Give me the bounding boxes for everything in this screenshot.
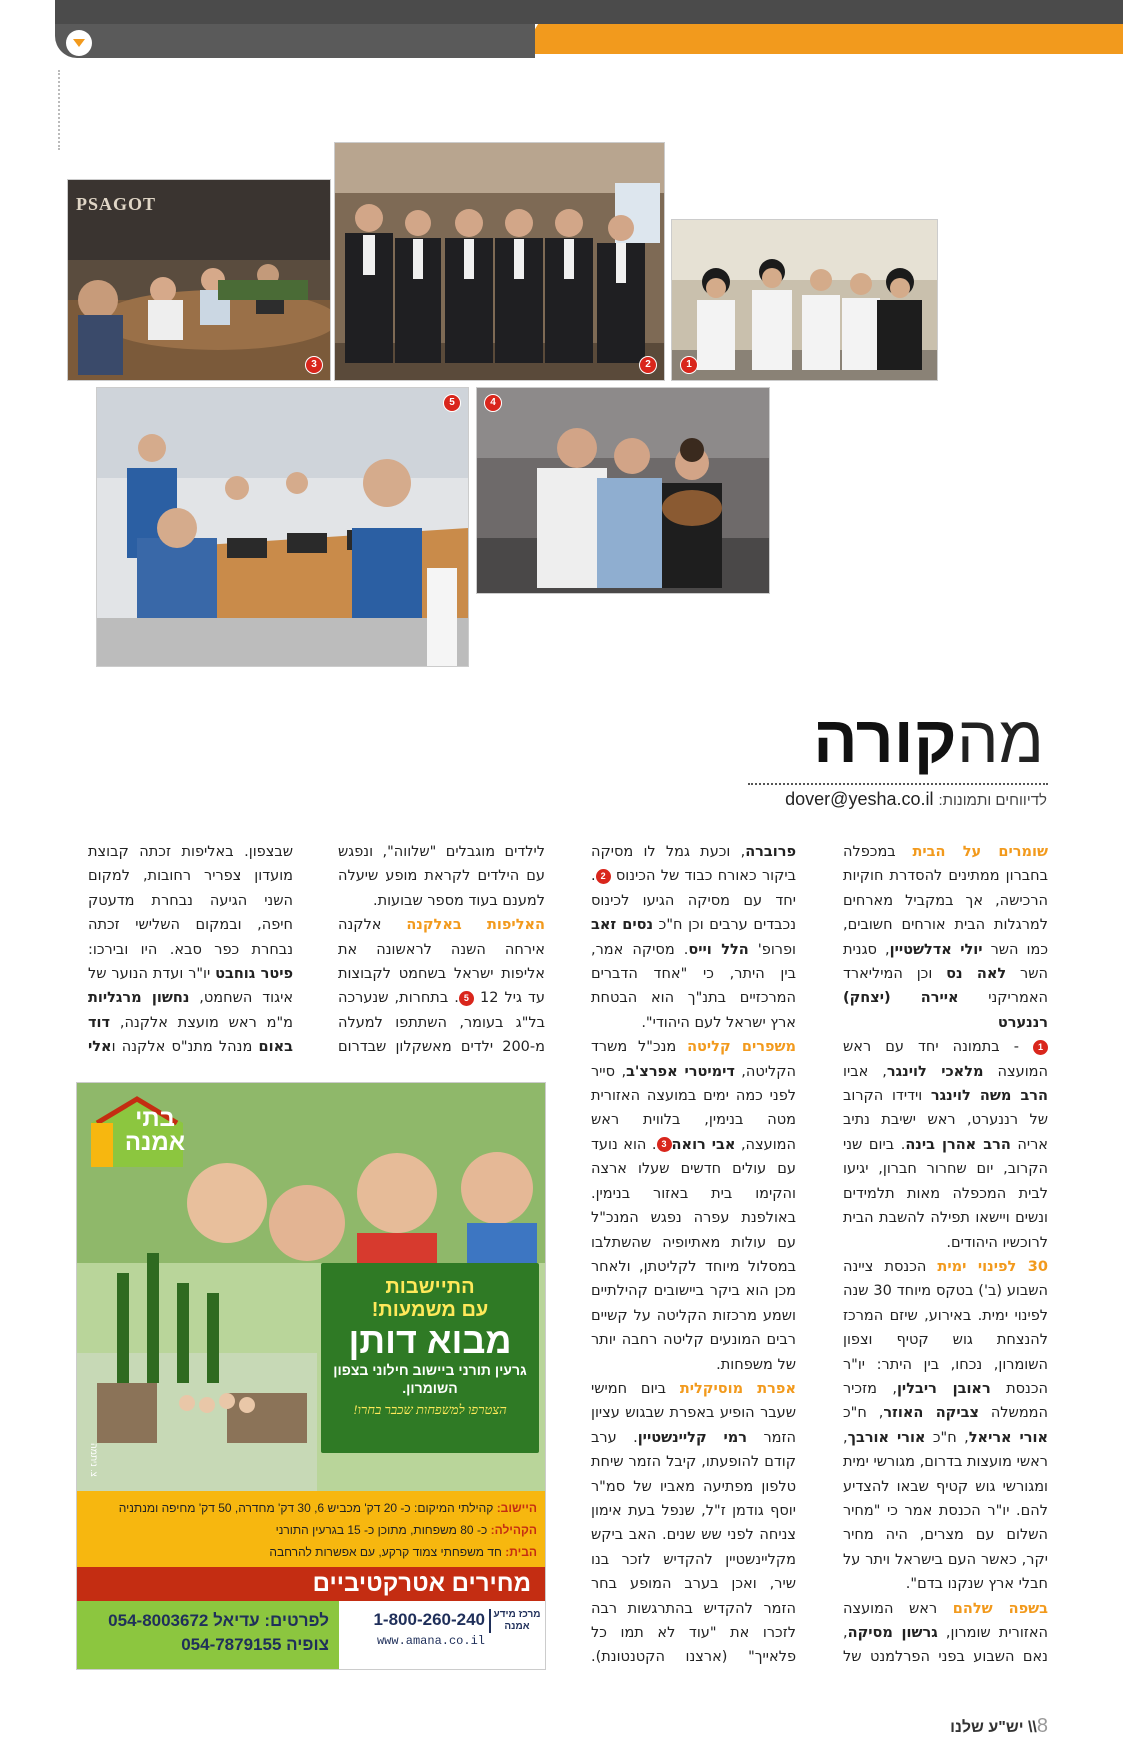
subhead-shomrim: שומרים על הבית	[912, 844, 1048, 860]
name: ראובן ריבלין	[896, 1380, 991, 1397]
name: גרשון מסיקה	[847, 1625, 938, 1641]
name: פרוברה	[745, 844, 796, 860]
contact-line	[785, 789, 1047, 810]
title-word-1: מה	[956, 702, 1044, 776]
text: ראש המועצה האזורית שומרון,	[843, 1600, 1048, 1641]
text: במכפלה בחברון ממתינים להסדרת חוקיות הרכישה, אך במקביל מארחים למרגלות הבית אורחים חשובים, כמו השר	[843, 844, 1048, 958]
name: אלי	[88, 1039, 112, 1056]
ad-photo-credit: צ. ניתמה	[89, 1443, 99, 1477]
article-column-1	[843, 840, 1048, 1670]
ad-url[interactable]: www.amana.co.il	[376, 1634, 485, 1648]
text: ופרופ'	[748, 941, 796, 958]
contact-email[interactable]: dover@yesha.co.il	[785, 789, 934, 809]
fact-key: הבית:	[505, 1545, 537, 1559]
text: . יחד עם מסיקה הגיעו לכינוס נכבדים ערבים וכן ח"כ	[591, 868, 796, 934]
name: אורי אריאל	[968, 1429, 1048, 1446]
inline-photo-number: 1	[1033, 1040, 1048, 1055]
name: נחשון מרגליות	[88, 990, 190, 1007]
photo-3	[67, 179, 331, 381]
text: , סגנית השר	[843, 941, 1048, 983]
name: לאה נס	[946, 966, 1007, 983]
fact-value: חד משפחתי צמוד קרקע, עם אפשרות להרחבה	[269, 1545, 506, 1559]
photo-5	[96, 387, 469, 667]
contact-label: לדיווחים ותמונות:	[938, 792, 1047, 809]
text: מ"מ ראש מועצת אלקנה,	[110, 1014, 293, 1031]
text: . ביום שני הקרוב, יום שחרור חברון, יגיעו לבית המכפלה מאות תלמידים ונשים ויישאו תפילה להשבת הבית לרוכשיו היהודים.	[843, 1136, 1048, 1251]
ad-price-banner: מחירים אטרקטיביים	[77, 1567, 545, 1601]
text: ביום חמישי שעבר הופיע באפרת שבגוש עציון הזמר	[591, 1380, 796, 1446]
text: יו"ר ועדת הנוער של איגוד השחמט,	[88, 966, 293, 1007]
ad-line-4: גרעין תורני ביישוב חילוני בצפון השומרון.	[333, 1362, 527, 1396]
photo-number-3: 3	[305, 356, 323, 374]
fact-value: כ- 80 משפחות, מתוכן כ- 15 בגרעין התורני	[275, 1523, 491, 1537]
text: . מסיקה אמר, בין היתר, כי "אחד הדברים המרכזיים בתנ"ך הוא הבטחת ארץ ישראל לעם היהודי".	[591, 941, 796, 1031]
name: הלל וייס	[688, 941, 749, 958]
ad-line-5: הצטרפו למשפחות שכבר בחרו!	[353, 1402, 507, 1417]
dotted-divider	[58, 70, 62, 150]
name: נסים זאב	[591, 917, 654, 934]
title-word-2: קורה	[813, 702, 957, 776]
inline-photo-number: 2	[596, 869, 611, 884]
ad-line-1: התיישבות	[385, 1276, 475, 1298]
name: צביקה האוזר	[883, 1405, 979, 1422]
article-column-3	[338, 840, 545, 1062]
photo-number-4: 4	[484, 394, 502, 412]
name: איירה (יצחק) רננערט	[843, 990, 1048, 1031]
subhead-safa: בשפה שלהם	[952, 1600, 1048, 1617]
text: . הוא נועד עם עולים חדשים שעלו ארצה והקימו בית באזור בנימין. באולפנת עפרה נפגש המנכ"ל עם עולות מאתיופיה שהשתלבו במסלול מיוחד לקליטתן, ולאחר מכן הוא ביקר ביישובים קהילתיים ושמע מרכזות הקליטה על קשיים רבים המונעים קליטה רחבה יותר של משפחות.	[591, 1136, 796, 1373]
fact-key: היישוב:	[496, 1501, 537, 1515]
amana-logo-text: בתי אמנה	[124, 1105, 186, 1156]
photo-number-2: 2	[639, 356, 657, 374]
name: דימיטרי אפרצ'ב	[626, 1063, 735, 1080]
text: , מזכיר הממשלה	[843, 1380, 1048, 1422]
text: הכנסת ציינה השבוע (ב') בטקס מיוחד 30 שנה לפינוי ימית. באירוע, שיזם המרכז להנצחת גוש קטיף וצפון השומרון, נכחו, בין היתר: יו"ר הכנסת	[843, 1258, 1048, 1397]
text: , אביו	[843, 1063, 887, 1080]
inline-photo-number: 3	[657, 1137, 672, 1152]
name: יולי אדלשטיין	[889, 941, 983, 958]
title-dotted-line	[748, 783, 1048, 785]
text: מנכ"ל משרד הקליטה,	[591, 1039, 796, 1080]
text: , ח"כ	[925, 1429, 969, 1446]
subhead-elkana: האליפות באלקנה	[406, 917, 545, 934]
subhead-klita: משפרים קליטה	[687, 1039, 796, 1056]
text: , נאם השבוע בפני הפרלמנט של	[843, 1625, 1048, 1666]
inline-photo-number: 5	[459, 991, 474, 1006]
article-column-4	[88, 840, 293, 1062]
text: וכן המיליארד האמריקני	[843, 966, 1048, 1007]
ad-headline-box	[321, 1263, 539, 1453]
header-accent	[520, 24, 1123, 54]
text: אלקנה אירחה השנה לראשונה את אליפות ישראל בשחמט לקבוצות עד גיל 12	[338, 917, 545, 1007]
text: מנהל מתנ"ס אלקנה ו	[111, 1039, 259, 1056]
name: דוד באום	[88, 1014, 293, 1056]
text: , סייר לפני כמה ימים במועצה האזורית מטה בנימין, בלווית ראש המועצה,	[591, 1063, 796, 1153]
text: , וכעת גמל לו מסיקה ביקור כאורח כבוד של הכינוס	[591, 844, 796, 885]
page-title	[813, 700, 1044, 778]
ad-contact-2: צופיה 054-7879155	[181, 1635, 329, 1654]
ad-contact-1: לפרטים: עדיאל 054-8003672	[108, 1611, 329, 1630]
photo-1	[671, 219, 938, 381]
ad-facts	[77, 1491, 545, 1567]
article-column-2	[591, 840, 796, 1670]
name: הרב משה לוינגר	[930, 1088, 1048, 1105]
ad-phone[interactable]: 1-800-260-240	[373, 1610, 485, 1629]
name: פיטר גוחבט	[215, 966, 293, 983]
subhead-yamit: 30 לפינוי ימית	[937, 1258, 1048, 1275]
footer-separator: \\	[1027, 1719, 1037, 1736]
name: מלאכי לוינגר	[886, 1063, 984, 1080]
name: רמי קליינשטיין	[637, 1429, 747, 1446]
photo-number-5: 5	[443, 394, 461, 412]
photo-number-1: 1	[680, 356, 698, 374]
page-footer	[950, 1716, 1048, 1738]
text: - בתמונה יחד עם ראש המועצה	[843, 1039, 1048, 1080]
name: אורי אורבך	[847, 1429, 926, 1446]
subhead-efrat: אפרת מוסיקלית	[679, 1380, 796, 1397]
magazine-name: יש"ע שלנו	[950, 1719, 1024, 1736]
text: , ח"כ	[843, 1405, 884, 1422]
photo-4	[476, 387, 770, 594]
text: וידידו הקרוב של רננערט, ראש ישיבת נתיב אריה	[843, 1088, 1048, 1153]
text: שבצפון. באליפות זכתה קבוצת מועדון צפריר רחובות, למקום השני הגיעה נבחרת מדעטק חיפה, ובמקום השלישי זכתה נבחרת כפר סבא. היו ובירכו:	[88, 844, 293, 958]
photo-2	[334, 142, 665, 381]
header-tab	[55, 24, 535, 58]
page-number: 8	[1036, 1715, 1048, 1737]
fact-value: קהילתי המיקום: כ- 20 דק' מכביש 6, 30 דק' מחדרה, 50 דק' מחיפה ומנתניה	[118, 1501, 497, 1515]
text: . ערב קודם להופעתו, קיבל הזמר שיחת טלפון מפתיעה מאביו של סמ"ר יוסף גודמן ז"ל, שנפל בעת אימון צניחה לפני שש שנים. האב ביקש מקליינשטיין להקדיש לזכר בנו שיר, ואכן בערב המופע בחר הזמר להקדיש בהתרגשות רבה לזכרו את "עוד לא תמו כל פלאייך" (ארצנו הקטנטונת).	[591, 1429, 796, 1666]
ad-info-center: מרכז מידע אמנה	[489, 1609, 543, 1633]
ad-settlement-name: מבוא דותן	[348, 1320, 512, 1361]
ad-contacts	[77, 1601, 339, 1669]
psagot-sign: PSAGOT	[76, 194, 157, 214]
fact-key: הקהילה:	[490, 1523, 537, 1537]
name: אבי רואה	[671, 1136, 736, 1153]
text: , ראשי מועצות בדרום, מגורשי ימית ומגורשי גוש קטיף שבאו להצדיע להם. יו"ר הכנסת אמר כי "מחיר השלום עם מצרים, היה מחיר יקר, כאשר העם בישראל ויתר על חבלי ארץ שנקנו בדם".	[843, 1429, 1048, 1593]
name: הרב אהרן בינה	[905, 1136, 1011, 1153]
text: . בתחרות, שנערכה בל"ג בעומר, השתתפו למעלה מ-200 ילדים מאשקלון שבדרום	[338, 990, 545, 1056]
text: לילדים מוגבלים "שלווה", ונפגש עם הילדים לקראת מופע שיעלה למענם בעוד מספר שבועות.	[338, 844, 545, 909]
ad-line-2: עם משמעות!	[371, 1299, 489, 1321]
header-band	[55, 0, 1123, 24]
chevron-down-icon	[73, 39, 85, 47]
advertisement[interactable]	[76, 1082, 546, 1670]
